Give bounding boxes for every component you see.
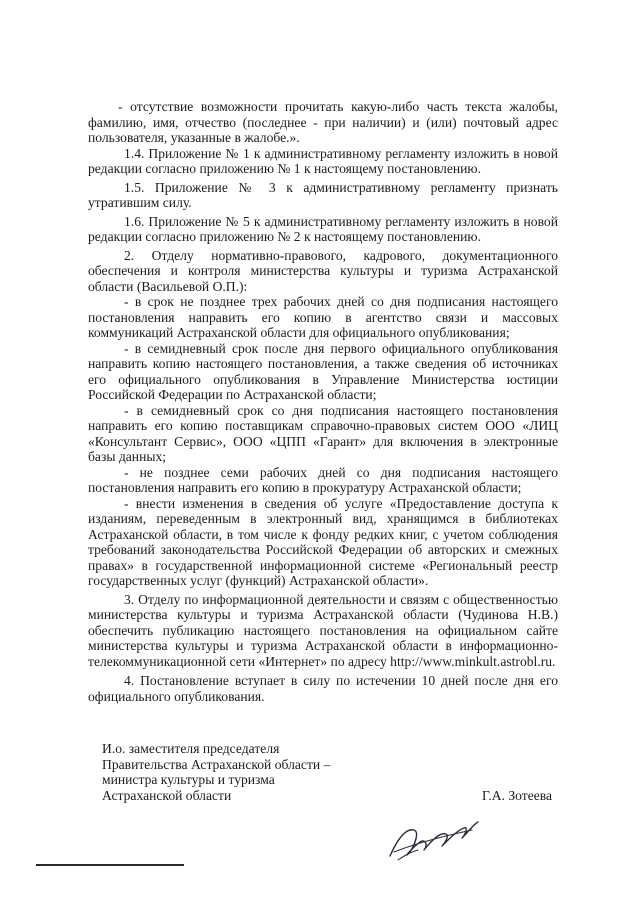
paragraph-item-2-justice: - в семидневный срок после дня первого официального опубликования направить копию настоящего постановления, а также сведения об источниках его официального опубликования в Управление Министерства юстиции Российской Федерации по Астраханской области; (88, 340, 558, 402)
document-body (88, 99, 558, 704)
paragraph-item-1-5: 1.5. Приложение № 3 к административному регламенту признать утратившим силу. (88, 179, 558, 210)
paragraph-item-1-4: 1.4. Приложение № 1 к административному регламенту изложить в новой редакции согласно приложению № 1 к настоящему постановлению. (88, 145, 558, 176)
paragraph-item-2-publish: - в срок не позднее трех рабочих дней со дня подписания настоящего постановления направить его копию в агентство связи и массовых коммуникаций Астраханской области для официального опубликования; (88, 294, 558, 340)
signatory-line-3: министра культуры и туризма (102, 772, 275, 788)
handwritten-signature (384, 808, 480, 864)
signatory-position (102, 741, 402, 803)
paragraph-item-2-legal-systems: - в семидневный срок со дня подписания настоящего постановления направить его копию поставщикам справочно-правовых систем ООО «ЛИЦ «Консультант Сервис», ООО «ЦПП «Гарант» для включения в электронные базы данных; (88, 402, 558, 464)
paragraph-item-2-prosecutor: - не позднее семи рабочих дней со дня подписания настоящего постановления направить его копию в прокуратуру Астраханской области; (88, 464, 558, 495)
signatory-name: Г.А. Зотеева (482, 788, 553, 803)
paragraph-complaint-end: - отсутствие возможности прочитать какую-либо часть текста жалобы, фамилию, имя, отчество (последнее - при наличии) и (или) почтовый адрес пользователя, указанные в жалобе.». (88, 99, 558, 145)
signatory-line-4: Астраханской области (102, 787, 232, 803)
paragraph-item-2: 2. Отделу нормативно-правового, кадрового, документационного обеспечения и контроля министерства культуры и туризма Астраханской области (Васильевой О.П.): (88, 247, 558, 294)
signatory-line-1: И.о. заместителя председателя (102, 741, 280, 756)
paragraph-item-3: 3. Отделу по информационной деятельности и связям с общественностью министерства культуры и туризма Астраханской области (Чудинова Н.В.) обеспечить публикацию настоящего постановления на официальном сайте министерства культуры и туризма Астраханской области в информационно-телекоммуникационной сети «Интернет» по адресу http://www.minkult.astrobl.ru. (88, 591, 558, 669)
paragraph-item-4: 4. Постановление вступает в силу по истечении 10 дней после дня его официального опубликования. (88, 673, 558, 704)
bottom-rule (36, 864, 184, 866)
signatory-line-2: Правительства Астраханской области – (102, 756, 331, 772)
paragraph-item-2-registry: - внести изменения в сведения об услуге «Предоставление доступа к изданиям, переведенным в электронный вид, хранящимся в библиотеках Астраханской области, в том числе к фонду редких книг, с учетом соблюдения требований законодательства Российской Федерации об авторских и смежных правах» в государственной информационной системе «Региональный реестр государственных услуг (функций) Астраханской области». (88, 495, 558, 588)
paragraph-item-1-6: 1.6. Приложение № 5 к административному регламенту изложить в новой редакции согласно приложению № 2 к настоящему постановлению. (88, 213, 558, 244)
